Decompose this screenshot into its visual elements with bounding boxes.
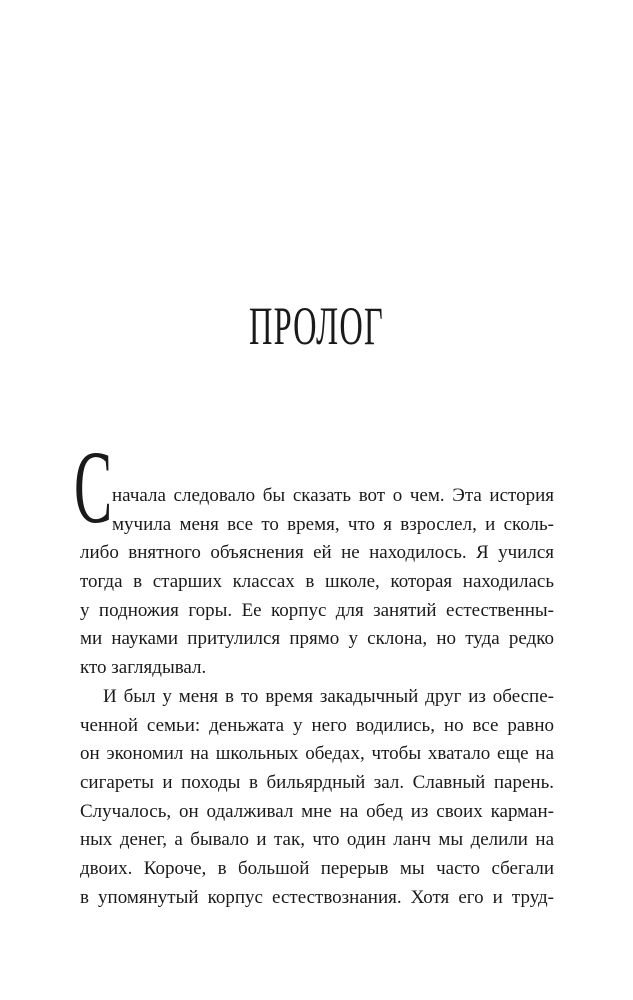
text-line: у подножия горы. Ее корпус для занятий естественны-	[80, 599, 554, 621]
text-line: кто заглядывал.	[80, 657, 207, 679]
body-text	[80, 482, 554, 912]
text-line: начала следовало бы сказать вот о чем. Эта история	[112, 485, 554, 506]
text-line: мучила меня все то время, что я взрослел, и сколь-	[112, 513, 554, 535]
text-line: он экономил на школьных обедах, чтобы хватало еще на	[80, 743, 554, 765]
text-line: либо внятного объяснения ей не находилось. Я учился	[80, 542, 554, 564]
chapter-title-text: ПРОЛОГ	[249, 296, 384, 356]
text-line: тогда в старших классах в школе, которая находилась	[80, 571, 554, 593]
text-line: в упомянутый корпус естествознания. Хотя его и труд-	[80, 886, 554, 908]
chapter-title	[0, 296, 633, 356]
text-line: ченной семьи: деньжата у него водились, но все равно	[80, 714, 554, 736]
text-line: сигареты и походы в бильярдный зал. Славный парень.	[80, 771, 554, 793]
text-line: ми науками притулился прямо у склона, но туда редко	[80, 628, 554, 650]
text-line: Случалось, он одалживал мне на обед из своих карман-	[80, 800, 554, 822]
text-line: ных денег, а бывало и так, что один ланч мы делили на	[80, 829, 554, 851]
text-line: И был у меня в то время закадычный друг из обеспе-	[103, 685, 554, 707]
drop-cap: С	[74, 430, 113, 545]
paragraph	[80, 683, 554, 913]
text-line: двоих. Короче, в большой перерыв мы часто сбегали	[80, 857, 554, 879]
paragraph	[80, 482, 554, 683]
